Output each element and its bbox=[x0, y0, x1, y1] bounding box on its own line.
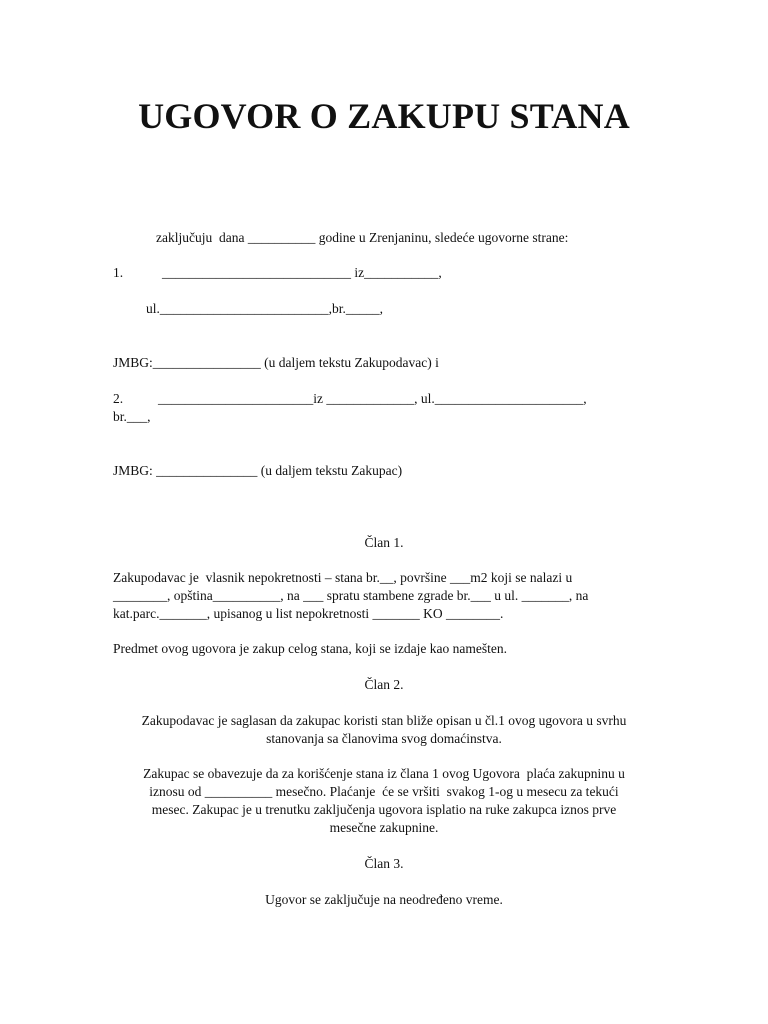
intro-text: zaključuju dana __________ godine u Zrenjaninu, sledeće ugovorne strane: bbox=[156, 230, 569, 245]
party2-jmbg: JMBG: _______________ (u daljem tekstu Zakupac) bbox=[113, 463, 403, 478]
article3-p1: Ugovor se zaključuje na neodređeno vreme. bbox=[265, 892, 503, 907]
article2-heading: Član 2. bbox=[364, 677, 404, 692]
article2-p1-line2: stanovanja sa članovima svog domaćinstva. bbox=[266, 731, 502, 746]
party1-line1: ____________________________ iz___________, bbox=[162, 265, 442, 280]
article1-p1-line1: Zakupodavac je vlasnik nepokretnosti – stana br.__, površine ___m2 koji se nalazi u bbox=[113, 570, 573, 585]
article3-heading: Član 3. bbox=[364, 856, 404, 871]
party1-line2: ul._________________________,br._____, bbox=[146, 301, 384, 316]
article2-p2-line1: Zakupac se obavezuje da za korišćenje stana iz člana 1 ovog Ugovora plaća zakupninu u bbox=[143, 766, 625, 781]
party2-line1: _______________________iz _____________, ul.______________________, bbox=[158, 391, 587, 406]
article2-p1-line1: Zakupodavac je saglasan da zakupac koristi stan bliže opisan u čl.1 ovog ugovora u svrhu bbox=[141, 713, 627, 728]
article1-p1-line3: kat.parc._______, upisanog u list nepokretnosti _______ KO ________. bbox=[113, 606, 504, 621]
party1-jmbg: JMBG:________________ (u daljem tekstu Zakupodavac) i bbox=[113, 355, 439, 370]
party1-number: 1. bbox=[113, 265, 124, 280]
document-title: UGOVOR O ZAKUPU STANA bbox=[138, 96, 630, 136]
article2-p2-line3: mesec. Zakupac je u trenutku zaključenja ugovora isplatio na ruke zakupca iznos prve bbox=[151, 802, 617, 817]
article1-heading: Član 1. bbox=[364, 535, 404, 550]
article1-p2: Predmet ovog ugovora je zakup celog stana, koji se izdaje kao namešten. bbox=[113, 641, 507, 656]
article1-p1-line2: ________, opština__________, na ___ spratu stambene zgrade br.___ u ul. _______, na bbox=[113, 588, 589, 603]
article2-p2-line4: mesečne zakupnine. bbox=[329, 820, 439, 835]
article2-p2-line2: iznosu od __________ mesečno. Plaćanje će se vršiti svakog 1-og u mesecu za tekući bbox=[149, 784, 619, 799]
party2-line2: br.___, bbox=[113, 409, 151, 424]
party2-number: 2. bbox=[113, 391, 124, 406]
